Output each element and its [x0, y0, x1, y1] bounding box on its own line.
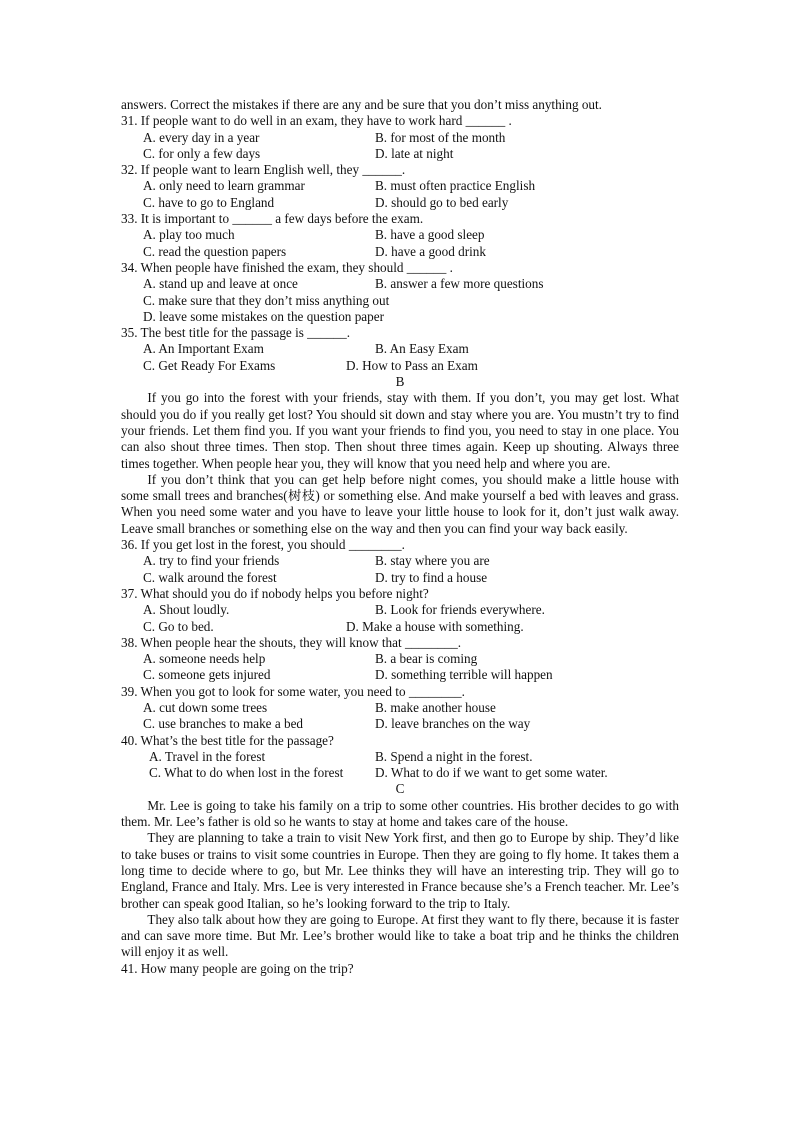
- question-36: 36. If you get lost in the forest, you should ________.: [121, 537, 405, 553]
- option-35-c: C. Get Ready For Exams: [143, 357, 276, 373]
- options-37-row2: [121, 619, 679, 635]
- options-31-row2: [121, 146, 679, 162]
- option-34-a: A. stand up and leave at once: [143, 276, 298, 292]
- options-36-row1: [121, 553, 679, 569]
- intro-text: answers. Correct the mistakes if there are any and be sure that you don’t miss anything out.: [121, 97, 602, 112]
- options-38-row2: [121, 667, 679, 683]
- passage-c-paragraph-3: They also talk about how they are going to Europe. At first they want to fly there, because it is faster and can save more time. But Mr. Lee’s brother would like to take a boat trip and he thinks the children will enjoy it as well.: [121, 911, 679, 960]
- option-38-d: D. something terrible will happen: [375, 667, 553, 683]
- option-39-c: C. use branches to make a bed: [143, 716, 304, 732]
- question-34: 34. When people have finished the exam, they should ______ .: [121, 259, 453, 275]
- option-33-a: A. play too much: [143, 227, 235, 243]
- option-31-c: C. for only a few days: [143, 145, 261, 161]
- option-31-d: D. late at night: [375, 145, 454, 161]
- question-35: 35. The best title for the passage is ______.: [121, 325, 351, 341]
- options-35-row1: [121, 341, 679, 357]
- question-38: 38. When people hear the shouts, they will know that ________.: [121, 634, 462, 650]
- question-31: 31. If people want to do well in an exam, they have to work hard ______ .: [121, 113, 512, 129]
- options-34-row3: [121, 309, 679, 325]
- option-31-b: B. for most of the month: [375, 129, 506, 145]
- question-32: 32. If people want to learn English well, they ______.: [121, 162, 406, 178]
- option-37-d: D. Make a house with something.: [346, 618, 524, 634]
- option-32-a: A. only need to learn grammar: [143, 178, 305, 194]
- option-32-c: C. have to go to England: [143, 194, 275, 210]
- option-37-c: C. Go to bed.: [143, 618, 214, 634]
- option-34-b: B. answer a few more questions: [375, 276, 544, 292]
- option-36-c: C. walk around the forest: [143, 569, 277, 585]
- option-36-a: A. try to find your friends: [143, 553, 280, 569]
- options-33-row2: [121, 244, 679, 260]
- question-40: 40. What’s the best title for the passage?: [121, 732, 334, 748]
- option-40-a: A. Travel in the forest: [149, 748, 266, 764]
- options-39-row2: [121, 716, 679, 732]
- question-37: 37. What should you do if nobody helps you before night?: [121, 585, 429, 601]
- passage-b-paragraph-2: If you don’t think that you can get help before night comes, you should make a little house with some small trees and branches(树枝) or something else. And make yourself a bed with leaves and grass. When you need some water and you have to leave your little house to look for it, don’t just walk away. Leave small branches or something else on the way and then you can find your way back easily.: [121, 471, 679, 536]
- option-39-d: D. leave branches on the way: [375, 716, 531, 732]
- option-37-a: A. Shout loudly.: [143, 602, 230, 618]
- option-39-b: B. make another house: [375, 699, 496, 715]
- options-39-row1: [121, 700, 679, 716]
- option-35-d: D. How to Pass an Exam: [346, 357, 478, 373]
- option-34-c: C. make sure that they don’t miss anything out: [143, 292, 390, 308]
- option-32-d: D. should go to bed early: [375, 194, 509, 210]
- section-heading-c: C: [395, 781, 405, 797]
- question-33: 33. It is important to ______ a few days before the exam.: [121, 211, 424, 227]
- option-33-d: D. have a good drink: [375, 243, 486, 259]
- options-34-row2: [121, 293, 679, 309]
- option-33-c: C. read the question papers: [143, 243, 287, 259]
- option-32-b: B. must often practice English: [375, 178, 536, 194]
- options-33-row1: [121, 227, 679, 243]
- exam-page: [121, 97, 679, 977]
- option-34-d: D. leave some mistakes on the question paper: [143, 308, 384, 324]
- section-heading-b: B: [395, 374, 405, 390]
- question-41: 41. How many people are going on the trip?: [121, 960, 354, 976]
- options-31-row1: [121, 130, 679, 146]
- options-35-row2: [121, 358, 679, 374]
- option-35-b: B. An Easy Exam: [375, 341, 469, 357]
- options-38-row1: [121, 651, 679, 667]
- options-32-row1: [121, 178, 679, 194]
- options-40-row1: [121, 749, 679, 765]
- options-40-row2: [121, 765, 679, 781]
- question-39: 39. When you got to look for some water, you need to ________.: [121, 683, 465, 699]
- options-36-row2: [121, 570, 679, 586]
- option-40-c: C. What to do when lost in the forest: [149, 765, 344, 781]
- option-38-c: C. someone gets injured: [143, 667, 271, 683]
- option-35-a: A. An Important Exam: [143, 341, 264, 357]
- options-32-row2: [121, 195, 679, 211]
- option-38-a: A. someone needs help: [143, 651, 266, 667]
- passage-c-paragraph-2: They are planning to take a train to visit New York first, and then go to Europe by ship. They’d like to take buses or trains to visit some countries in Europe. Then they are going to fly home. It takes them a long time to decide where to go, but Mr. Lee thinks they will have an interesting trip. They will go to England, France and Italy. Mrs. Lee is very interested in France because she’s a French teacher. Mr. Lee’s brother can speak good Italian, so he’s looking forward to the trip to Italy.: [121, 830, 679, 911]
- option-36-b: B. stay where you are: [375, 553, 490, 569]
- option-38-b: B. a bear is coming: [375, 651, 478, 667]
- passage-c-paragraph-1: Mr. Lee is going to take his family on a trip to some other countries. His brother decides to go with them. Mr. Lee’s father is old so he wants to stay at home and takes care of the house.: [121, 797, 679, 830]
- option-39-a: A. cut down some trees: [143, 699, 268, 715]
- option-40-d: D. What to do if we want to get some water.: [375, 765, 608, 781]
- options-37-row1: [121, 602, 679, 618]
- option-40-b: B. Spend a night in the forest.: [375, 748, 533, 764]
- passage-b-paragraph-1: If you go into the forest with your friends, stay with them. If you don’t, you may get lost. What should you do if you really get lost? You should sit down and stay where you are. You mustn’t try to find your friends. Let them find you. If you want your friends to find you, you need to stay in one place. You can also shout three times. Then stop. Then shout three times again. Keep up shouting. Always three times together. When people hear you, they will know that you need help and where you are.: [121, 390, 679, 471]
- option-36-d: D. try to find a house: [375, 569, 488, 585]
- options-34-row1: [121, 276, 679, 292]
- option-33-b: B. have a good sleep: [375, 227, 485, 243]
- option-37-b: B. Look for friends everywhere.: [375, 602, 545, 618]
- option-31-a: A. every day in a year: [143, 129, 260, 145]
